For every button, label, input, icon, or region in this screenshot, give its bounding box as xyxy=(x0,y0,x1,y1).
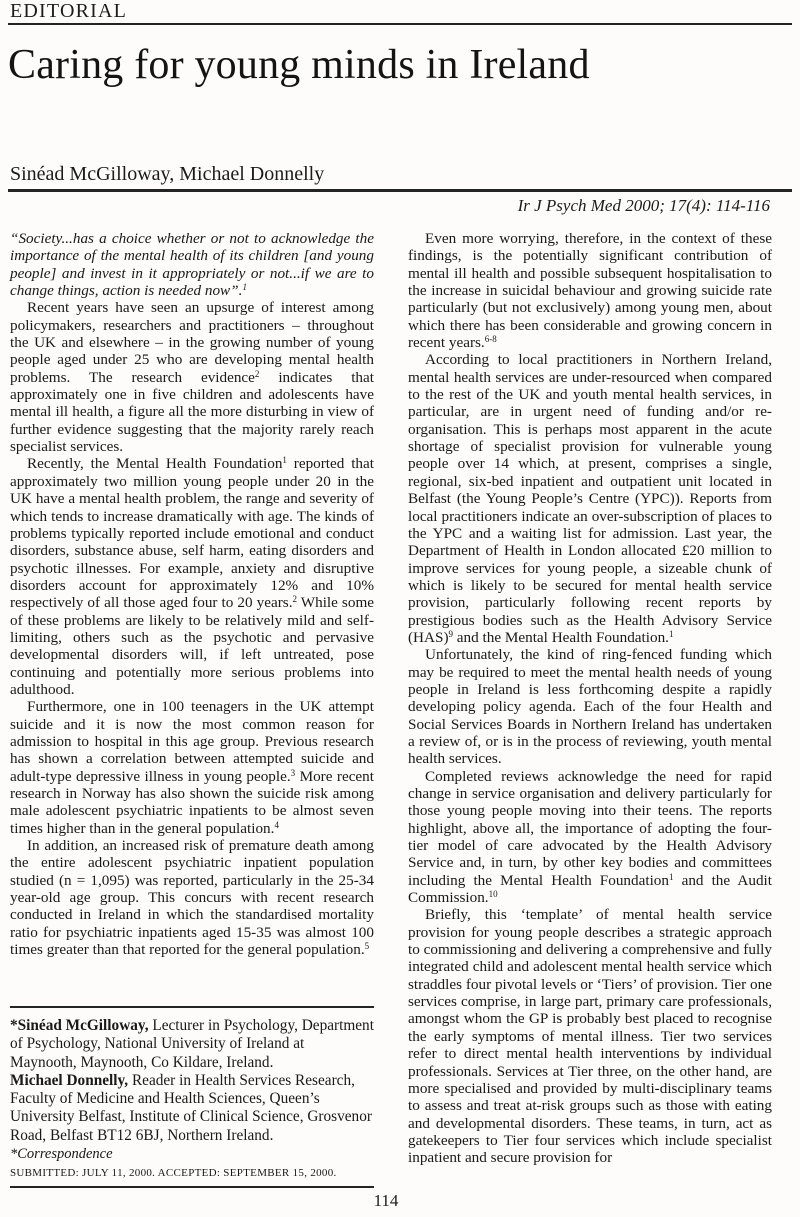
footnote-top-rule xyxy=(10,1006,374,1008)
reference-superscript: 5 xyxy=(364,941,370,952)
right-column-text xyxy=(408,230,772,1167)
byline: Sinéad McGilloway, Michael Donnelly xyxy=(10,163,325,185)
reference-superscript: 6-8 xyxy=(484,334,497,345)
footnote-author-line: *Sinéad McGilloway, Lecturer in Psychology, Department of Psychology, National University of Ireland at Maynooth, Maynooth, Co Kildare, Ireland. xyxy=(10,1017,374,1071)
body-paragraph: “Society...has a choice whether or not to acknowledge the importance of the mental health of its children [and young people] and invest in it appropriately or not...if we are to change things, action is needed now”.$^1$ xyxy=(10,230,374,300)
header-rule xyxy=(8,23,792,25)
right-column xyxy=(408,230,772,1217)
section-label: EDITORIAL xyxy=(10,0,128,22)
left-column-text xyxy=(10,230,374,958)
footnote-block xyxy=(10,1006,374,1188)
reference-superscript: 3 xyxy=(290,767,296,778)
body-paragraph: Completed reviews acknowledge the need for rapid change in service organisation and delivery particularly for those young people moving into their teens. The reports highlight, above all, the importance of adopting the four-tier model of care advocated by the Health Advisory Service and, in turn, by other key bodies and committees including the Mental Health Foundation$^1$ and the Audit Commission.$^{10}$ xyxy=(408,767,772,907)
left-column xyxy=(10,230,374,1217)
reference-superscript: 1 xyxy=(668,871,674,882)
body-paragraph: Unfortunately, the kind of ring-fenced funding which may be required to meet the mental health needs of young people in Ireland is less forthcoming despite a rapidly developing policy agenda. Each of the four Health and Social Services Boards in Northern Ireland has undertaken a review of, or is in the process of reviewing, youth mental health services. xyxy=(408,646,772,768)
body-paragraph: In addition, an increased risk of premature death among the entire adolescent psychiatric inpatient population studied (n = 1,095) was reported, particularly in the 25-34 year-old age group. This concurs with recent research conducted in Ireland in which the standardised mortality ratio for psychiatric inpatients aged 15-35 was almost 100 times greater than that reported for the general population.$^5$ xyxy=(10,837,374,959)
reference-superscript: 9 xyxy=(448,628,453,639)
reference-superscript: 1 xyxy=(242,282,247,293)
body-paragraph: According to local practitioners in Northern Ireland, mental health services are under-resourced when compared to the rest of the UK and youth mental health services, in particular, are in urgent need of funding and/or re-organisation. This is perhaps most apparent in the acute shortage of specialist provision for vulnerable young people over 14 which, at present, comprises a single, regional, six-bed inpatient and outpatient unit located in Belfast (the Young People’s Centre (YPC)). Reports from local practitioners indicate an over-subscription of places to the YPC and a waiting list for admission. Last year, the Department of Health in London allocated £20 million to improve services for young people, a sizeable chunk of which is likely to be secured for mental health service provision, particularly following recent reports by prestigious bodies such as the Health Advisory Service (HAS)$^9$ and the Mental Health Foundation.$^1$ xyxy=(408,351,772,646)
body-paragraph: Recently, the Mental Health Foundation$^1$ reported that approximately two million young people under 20 in the UK have a mental health problem, the range and severity of which tends to increase dramatically with age. The kinds of problems typically reported include emotional and conduct disorders, substance abuse, self harm, eating disorders and psychotic illnesses. For example, anxiety and disruptive disorders account for approximately 12% and 10% respectively of all those aged four to 20 years.$^2$ While some of these problems are likely to be relatively mild and self-limiting, others such as the psychotic and pervasive developmental disorders will, if left untreated, pose continuing and potentially more serious problems into adulthood. xyxy=(10,455,374,698)
page-number: 114 xyxy=(373,1191,399,1210)
submission-dates: SUBMITTED: JULY 11, 2000. ACCEPTED: SEPTEMBER 15, 2000. xyxy=(10,1167,337,1180)
body-paragraph: Recent years have seen an upsurge of interest among policymakers, researchers and practitioners – throughout the UK and elsewhere – in the growing number of young people aged under 25 who are developing mental health problems. The research evidence$^2$ indicates that approximately one in five children and adolescents have mental ill health, a figure all the more disturbing in view of further evidence suggesting that the majority rarely reach specialist services. xyxy=(10,299,374,456)
body-paragraph: Briefly, this ‘template’ of mental health service provision for young people describes a strategic approach to commissioning and delivering a comprehensive and fully integrated child and adolescent mental health service which straddles four pivotal levels or ‘Tiers’ of provision. Tier one services comprise, in large part, primary care professionals, amongst whom the GP is probably best placed to recognise the early symptoms of mental illness. Tier two services refer to direct mental health interventions by individual professionals. Services at Tier three, on the other hand, are more specialised and provided by multi-disciplinary teams to assess and treat at-risk groups such as those with eating and developmental disorders. These teams, in turn, act as gatekeepers to Tier four services which include specialist inpatient and secure provision for xyxy=(408,906,772,1167)
reference-superscript: 2 xyxy=(254,368,260,379)
footnote-author-name: *Sinéad McGilloway, xyxy=(10,1017,149,1034)
footnote-author-lines xyxy=(10,1017,374,1145)
reference-superscript: 2 xyxy=(292,594,297,605)
article-body xyxy=(10,230,772,1217)
byline-rule xyxy=(8,189,792,192)
article-title: Caring for young minds in Ireland xyxy=(8,42,590,88)
reference-superscript: 4 xyxy=(274,819,279,830)
footnote-author-line: Michael Donnelly, Reader in Health Services Research, Faculty of Medicine and Health Sciences, Queen’s University Belfast, Institute of Clinical Science, Grosvenor Road, Belfast BT12 6BJ, Northern Ireland. xyxy=(10,1071,372,1144)
journal-citation: Ir J Psych Med 2000; 17(4): 114-116 xyxy=(517,196,770,215)
reference-superscript: 1 xyxy=(282,455,287,466)
body-paragraph: Even more worrying, therefore, in the context of these findings, is the potentially significant contribution of mental ill health and possible subsequent hospitalisation to the increase in suicidal behaviour and growing suicide rate particularly (but not exclusively) among young men, about which there has been considerable and growing concern in recent years.$^{6-8}$ xyxy=(408,230,772,352)
footnote-bottom-rule xyxy=(10,1186,374,1188)
footnote-author-name: Michael Donnelly, xyxy=(10,1071,129,1089)
body-paragraph: Furthermore, one in 100 teenagers in the UK attempt suicide and it is now the most common reason for admission to hospital in this age group. Previous research has shown a correlation between attempted suicide and adult-type depressive illness in young people.$^3$ More recent research in Norway has also shown the suicide risk among male adolescent psychiatric inpatients to be almost seven times higher than in the general population.$^4$ xyxy=(10,698,374,837)
reference-superscript: 1 xyxy=(668,628,674,639)
reference-superscript: 10 xyxy=(488,889,498,900)
correspondence-note: *Correspondence xyxy=(10,1146,113,1163)
